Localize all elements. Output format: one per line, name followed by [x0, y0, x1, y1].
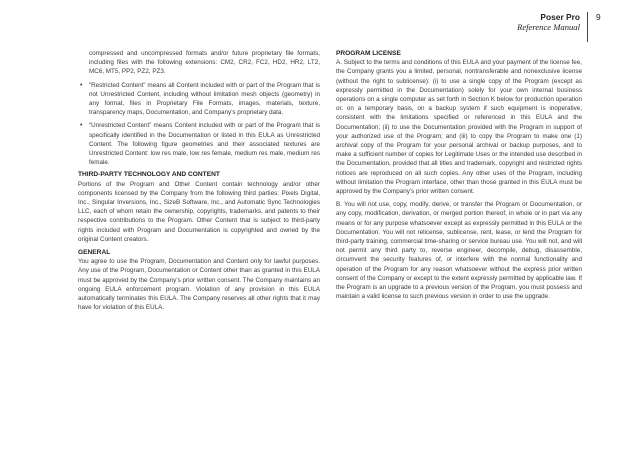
third-party-text: Portions of the Program and Other Content contain technology and/or other components licensed by the Company from the following third parties: Pixels Digital, Inc., Singular Inversions, Inc., SizeB Software, Inc., and Automatic Sync Technologies LLC, each of whom retain the ownership, copyrights, trademarks, and patents to their respective contributions to the Program. Other Content that is subject to third-party rights included with Program and Documentation is copyrighted and owned by the original Content creators.	[78, 180, 320, 243]
manual-subtitle: Reference Manual	[517, 22, 580, 32]
list-item	[78, 121, 320, 167]
third-party-heading: THIRD-PARTY TECHNOLOGY AND CONTENT	[78, 171, 220, 179]
program-license-heading: PROGRAM LICENSE	[336, 50, 401, 57]
right-column	[336, 49, 582, 301]
general-text: You agree to use the Program, Documentation and Content only for lawful purposes. Any use of the Program, Documentation or Content other than as granted in this EULA must be approved by the Company’s prior written consent. The Company maintains an ongoing EULA enforcement program. Violation of any provision in this EULA automatically terminates this EULA. The Company reserves all other rights that it may have for violation of this EULA.	[78, 258, 320, 312]
header-divider	[587, 12, 588, 42]
general-heading: GENERAL	[78, 249, 111, 257]
left-column	[78, 49, 320, 312]
formats-continuation: compressed and uncompressed formats and/or future proprietary file formats, including files with the following extensions: CM2, CR2, FC2, HD2, HR2, LT2, MC6, MT5, PP2, PZ2, PZ3.	[89, 50, 320, 76]
bullet-icon: •	[80, 122, 83, 130]
list-item	[78, 81, 320, 118]
page-header	[0, 12, 638, 42]
license-paragraph-b: B. You will not use, copy, modify, derive, or transfer the Program or Documentation, or any copy, modification, derivation, or merged portion thereof, in whole or in part via any means or for any purpose whatsoever except as expressly permitted in this EULA or the Documentation. You will not relicense, sublicense, rent, lease, or lend the Program for third-party training, commercial time-sharing or service bureau use. You will not, and will not permit any third party to, reverse engineer, decompile, debug, disassemble, circumvent the security features of, or interfere with the normal functionality and operation of the Program for any reason whatsoever without the express prior written consent of the Company or except to the extent expressly permitted by applicable law. If the Program is an upgrade to a previous version of the Program, you must possess and maintain a valid license to such previous version in order to use the upgrade.	[336, 201, 582, 301]
bullet-icon: •	[80, 81, 83, 89]
license-paragraph-a: A. Subject to the terms and conditions of this EULA and your payment of the license fee, the Company grants you a limited, personal, nontransferable and nonexclusive license (without the right to sublicense): (i) to use a single copy of the Program (except as expressly permitted in the Documentation) solely for your own internal business operations on a single computer as set forth in Section K below for production operation or, on a temporary basis, on a backup system if such equipment is inoperative, consistent with the limitations specified or referenced in this EULA and the Documentation; (ii) to use the Documentation provided with the Program in support of your authorized use of the Program; and (iii) to copy the Program to make one (1) archival copy of the Program for your personal archival or backup purposes, and to make a sufficient number of copies for Legitimate Uses or the intended use described in the Documentation, provided that all titles and trademark, copyright and restricted rights notices are reproduced on all such copies. Any other uses of the Program, including without limitation the Program interface, other than those granted in this EULA must be approved by the Company’s prior written consent.	[336, 59, 582, 196]
page-number: 9	[596, 12, 601, 22]
unrestricted-content-definition: “Unrestricted Content” means Content included with or part of the Program that is specifically identified in the Documentation or listed in this EULA as Unrestricted Content. The following figure geometries and their associated textures are Unrestricted Content: low res male, low res female, medium res male, medium res female.	[89, 122, 320, 167]
restricted-content-definition: “Restricted Content” means all Content included with or part of the Program that is not Unrestricted Content, including without limitation mesh objects (geometry) in any format, files in Proprietary File Formats, images, materials, texture, transparency maps, Documentation, and Company’s proprietary data.	[89, 81, 320, 117]
manual-title: Poser Pro	[540, 12, 580, 22]
